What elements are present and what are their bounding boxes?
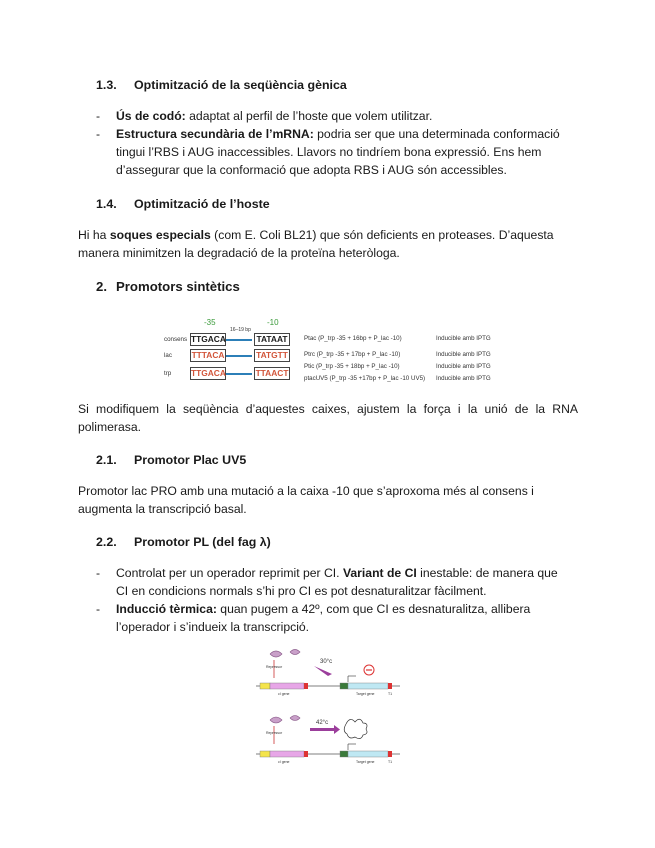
heat-arrow (334, 725, 340, 734)
row-name: lac (164, 352, 172, 359)
paragraph (78, 482, 578, 518)
denatured-repressor-icon (344, 719, 367, 738)
box-10: TTAACT (255, 368, 289, 378)
bullet-dash: - (96, 602, 101, 616)
target-label: Target gene (356, 760, 375, 764)
heading-number: 2.2. (96, 535, 117, 549)
box-35: TTGACA (191, 334, 226, 344)
heading-1-3 (96, 78, 347, 92)
heading-title: Promotor Plac UV5 (134, 453, 247, 467)
list-item (96, 600, 586, 636)
heading-title: Promotor PL (del fag λ) (134, 535, 271, 549)
spacer-line (226, 355, 252, 357)
heading-title: Optimització de l’hoste (134, 197, 270, 211)
promoter-formula: Ptic (P_trp -35 + 18bp + P_lac -10) (304, 363, 400, 370)
panel-30c (256, 650, 400, 697)
box-35: TTTACA (191, 350, 225, 360)
induction-note: Inducible amb IPTG (436, 363, 491, 370)
bullet-dash: - (96, 109, 101, 123)
paragraph (78, 400, 578, 436)
item-text: Controlat per un operador reprimit per CI. (116, 566, 343, 580)
item-text: adaptat al perfil de l’hoste que volem utilitzar. (185, 109, 433, 123)
heading-title: Optimització de la seqüència gènica (134, 78, 347, 92)
promoter-formula: Ptrc (P_trp -35 + 17bp + P_lac -10) (304, 351, 401, 358)
list-item (96, 564, 586, 600)
operator-block (340, 683, 348, 689)
repressor-icon (290, 650, 300, 655)
target-gene-block (348, 683, 388, 689)
bold-term: Estructura secundària de l’mRNA: (116, 127, 314, 141)
terminator-label: T1 (388, 692, 393, 696)
target-gene-block (348, 751, 388, 757)
target-label: Target gene (356, 692, 375, 696)
text-run: (com E. Coli BL21) que són deficients en proteases. D’aquesta (210, 228, 554, 242)
box-35: TTGACA (191, 368, 226, 378)
terminator-label: T1 (388, 760, 393, 764)
temp-label: 30°c (320, 659, 333, 665)
text-run: Si modifiquem la seqüència d’aquestes caixes, ajustem la força i la unió de la RNA (78, 402, 578, 416)
promoter-figure (160, 316, 510, 386)
item-text: CI en condicions normals s’hi pro CI es pot desnaturalitzar fàcilment. (116, 584, 487, 598)
heading-number: 2. (96, 279, 107, 294)
induction-note: Inducible amb IPTG (436, 375, 491, 382)
item-text: inestable: de manera que (416, 566, 558, 580)
ci-gene-block (270, 751, 304, 757)
promoter-formula: Ptac (P_trp -35 + 16bp + P_lac -10) (304, 335, 402, 342)
item-text: l’operador i s’indueix la transcripció. (116, 620, 310, 634)
gene-label: cI gene (278, 760, 290, 764)
bullet-dash: - (96, 127, 101, 141)
promoter-block (260, 751, 270, 757)
repressor-icon (270, 717, 282, 723)
spacer-line (226, 373, 252, 375)
heading-2-2 (96, 535, 271, 549)
row-name: trp (164, 370, 172, 377)
item-text: podria ser que una determinada conformació (313, 127, 560, 141)
item-text: d’assegurar que la conformació que adopta RBS i AUG són accessibles. (116, 163, 507, 177)
spacer-label: 16–19 bp (230, 327, 251, 333)
row-name: consens (164, 336, 188, 343)
bullet-dash: - (96, 566, 101, 580)
heat-arrow (314, 666, 332, 676)
repressor-label: Repressor (266, 665, 283, 669)
terminator-block (304, 683, 308, 689)
spacer-line (226, 339, 252, 341)
item-text: tingui l’RBS i AUG inaccessibles. Llavors no tindríem bona expressió. Ens hem (116, 145, 542, 159)
bold-term: Variant de CI (342, 566, 417, 580)
text-run: Promotor lac PRO amb una mutació a la caixa -10 que s’aproxoma més al consens i (78, 484, 534, 498)
box-10: TATAAT (254, 333, 290, 346)
label-minus-10: -10 (267, 318, 279, 327)
promoter-formula: ptacUV5 (P_trp -35 +17bp + P_lac -10 UV5) (304, 375, 426, 382)
heading-number: 2.1. (96, 453, 117, 467)
temp-label: 42°c (316, 720, 329, 726)
paragraph (78, 226, 578, 262)
heat-arrow (310, 728, 334, 731)
repressor-icon (290, 716, 300, 721)
heading-1-4 (96, 197, 270, 211)
label-minus-35: -35 (204, 318, 216, 327)
bold-term: Ús de codó: (116, 109, 186, 123)
heading-title: Promotors sintètics (116, 279, 240, 294)
panel-42c (256, 716, 400, 765)
heading-number: 1.3. (96, 78, 117, 92)
terminator-block (304, 751, 308, 757)
ci-gene-block (270, 683, 304, 689)
text-run: Hi ha (78, 228, 110, 242)
terminator-block (388, 751, 392, 757)
text-run: manera minimitzen la degradació de la proteïna heteròloga. (78, 246, 400, 260)
bold-term: Inducció tèrmica: (116, 602, 217, 616)
heading-2 (96, 279, 240, 294)
box-10: TATGTT (254, 349, 290, 362)
induction-note: Inducible amb IPTG (436, 351, 491, 358)
gene-label: cI gene (278, 692, 290, 696)
heading-number: 1.4. (96, 197, 117, 211)
list-item (96, 125, 586, 179)
text-run: polimerasa. (78, 420, 141, 434)
induction-note: Inducible amb IPTG (436, 335, 491, 342)
repressor-label: Repressor (266, 731, 283, 735)
thermal-induction-figure (252, 644, 404, 768)
heading-2-1 (96, 453, 246, 467)
repressor-icon (270, 651, 282, 657)
item-text: quan pugem a 42º, com que CI es desnaturalitza, allibera (216, 602, 531, 616)
promoter-block (260, 683, 270, 689)
bold-term: soques especials (109, 228, 211, 242)
operator-block (340, 751, 348, 757)
list-item (96, 107, 586, 125)
text-run: augmenta la transcripció basal. (78, 502, 247, 516)
terminator-block (388, 683, 392, 689)
